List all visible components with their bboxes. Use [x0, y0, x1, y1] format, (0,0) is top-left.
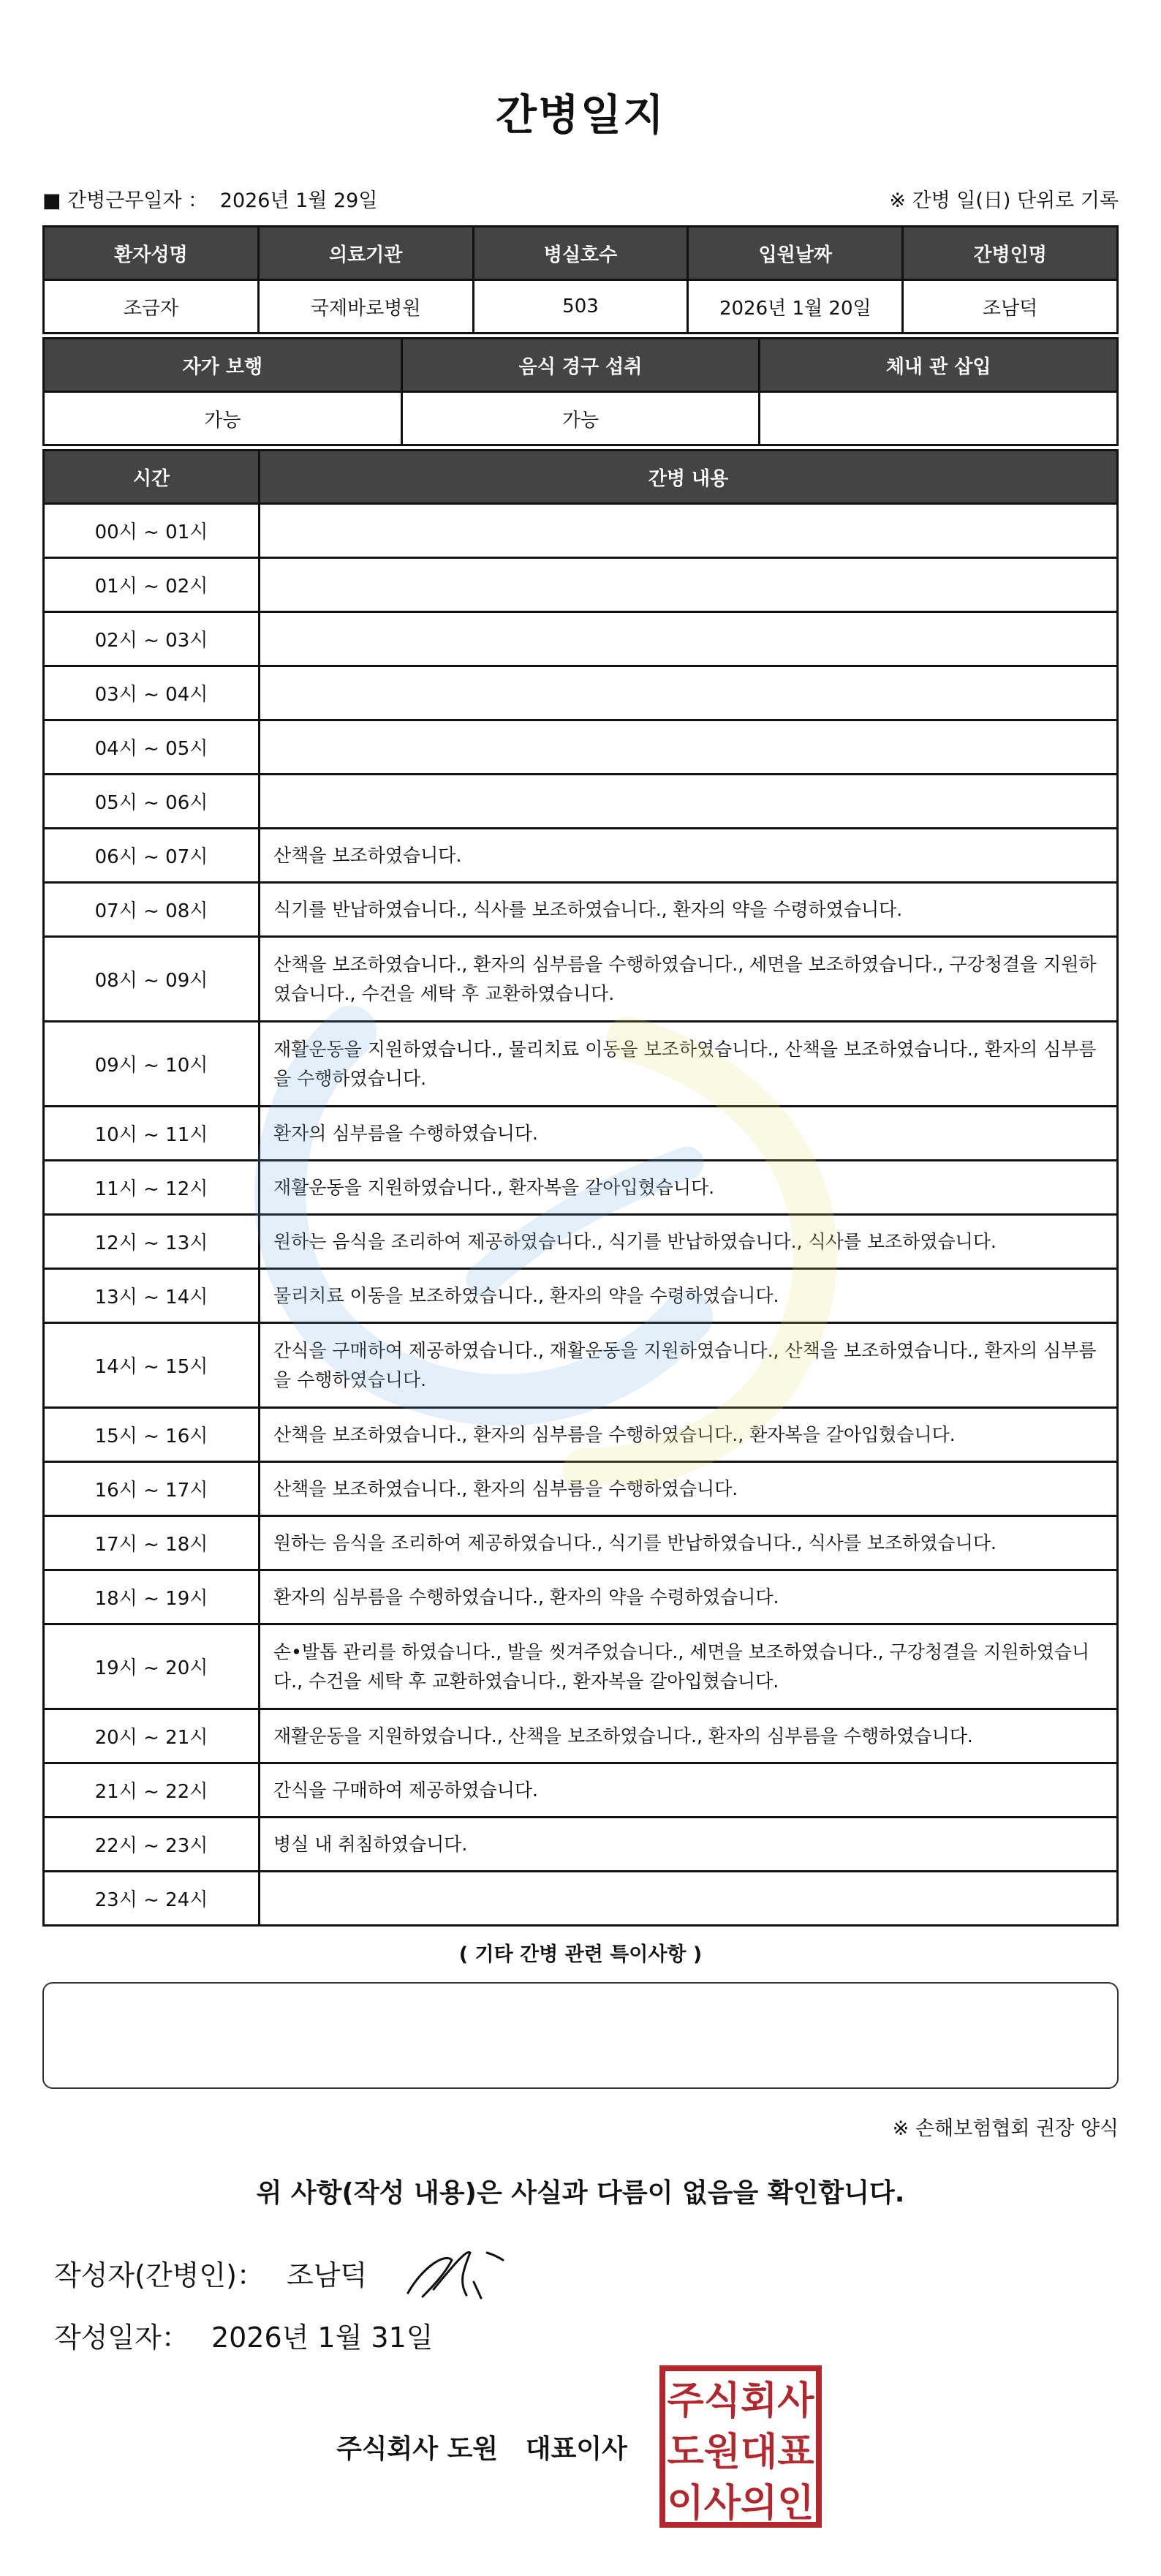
- svg-text:도원대표: 도원대표: [667, 2430, 814, 2474]
- care-content: 환자의 심부름을 수행하였습니다., 환자의 약을 수령하였습니다.: [260, 1570, 1118, 1624]
- written-date-value: 2026년 1월 31일: [211, 2321, 434, 2354]
- table-row: [44, 1763, 1118, 1818]
- table-row: [44, 1323, 1118, 1408]
- header-patient-name: 환자성명: [44, 227, 259, 280]
- time-slot: 04시 ~ 05시: [44, 720, 260, 775]
- table-row: [44, 612, 1118, 666]
- care-content: [260, 1872, 1118, 1926]
- care-content: 환자의 심부름을 수행하였습니다.: [260, 1107, 1118, 1161]
- form-note: ※ 손해보험협회 권장 양식: [892, 2117, 1119, 2140]
- writer-name: 조남덕: [287, 2259, 368, 2291]
- ability-table: [42, 337, 1119, 446]
- room-number: 503: [473, 280, 688, 334]
- admission-date: 2026년 1월 20일: [688, 280, 903, 334]
- confirmation-statement: 위 사항(작성 내용)은 사실과 다름이 없음을 확인합니다.: [256, 2178, 905, 2208]
- written-date-line: [54, 2315, 433, 2355]
- time-slot: 22시 ~ 23시: [44, 1818, 260, 1872]
- svg-text:이사의인: 이사의인: [667, 2482, 814, 2526]
- time-slot: 17시 ~ 18시: [44, 1516, 260, 1570]
- caregiver-name: 조남덕: [903, 280, 1118, 334]
- time-slot: 03시 ~ 04시: [44, 666, 260, 720]
- header-room: 병실호수: [473, 227, 688, 280]
- care-content: 산책을 보조하였습니다., 환자의 심부름을 수행하였습니다., 세면을 보조하였습니다., 구강청결을 지원하였습니다., 수건을 세탁 후 교환하였습니다.: [260, 937, 1118, 1022]
- care-content: [260, 558, 1118, 612]
- care-content: 원하는 음식을 조리하여 제공하였습니다., 식기를 반납하였습니다., 식사를 보조하였습니다.: [260, 1516, 1118, 1570]
- time-slot: 21시 ~ 22시: [44, 1763, 260, 1818]
- care-content: [260, 775, 1118, 829]
- care-log-table: [42, 449, 1119, 1927]
- tube-insertion-value: [760, 392, 1118, 445]
- time-slot: 11시 ~ 12시: [44, 1161, 260, 1215]
- table-row: [44, 1022, 1118, 1107]
- care-content: 재활운동을 지원하였습니다., 환자복을 갈아입혔습니다.: [260, 1161, 1118, 1215]
- time-slot: 15시 ~ 16시: [44, 1408, 260, 1462]
- time-slot: 16시 ~ 17시: [44, 1462, 260, 1516]
- time-slot: 05시 ~ 06시: [44, 775, 260, 829]
- table-row: [44, 1872, 1118, 1926]
- table-row: [44, 1516, 1118, 1570]
- header-tube-insertion: 체내 관 삽입: [760, 339, 1118, 392]
- company-representative: 주식회사 도원 대표이사: [336, 2434, 627, 2464]
- patient-info-table: [42, 225, 1119, 334]
- header-caregiver: 간병인명: [903, 227, 1118, 280]
- table-row: [44, 937, 1118, 1022]
- time-slot: 00시 ~ 01시: [44, 504, 260, 558]
- header-admission-date: 입원날짜: [688, 227, 903, 280]
- table-row: [44, 1570, 1118, 1624]
- table-row: [44, 883, 1118, 937]
- signature: [401, 2238, 510, 2304]
- care-content: 병실 내 취침하였습니다.: [260, 1818, 1118, 1872]
- writer-label: 작성자(간병인)：: [54, 2259, 265, 2291]
- time-slot: 12시 ~ 13시: [44, 1215, 260, 1269]
- patient-name: 조금자: [44, 280, 259, 334]
- table-row: [44, 1709, 1118, 1763]
- time-slot: 01시 ~ 02시: [44, 558, 260, 612]
- header-oral-intake: 음식 경구 섭취: [401, 339, 760, 392]
- table-row: [44, 775, 1118, 829]
- time-slot: 19시 ~ 20시: [44, 1624, 260, 1709]
- table-row: [44, 1161, 1118, 1215]
- care-content: [260, 504, 1118, 558]
- header-hospital: 의료기관: [258, 227, 473, 280]
- table-row: [44, 1818, 1118, 1872]
- special-notes-title: ( 기타 간병 관련 특이사항 ): [458, 1943, 703, 1966]
- time-slot: 23시 ~ 24시: [44, 1872, 260, 1926]
- care-content: 재활운동을 지원하였습니다., 물리치료 이동을 보조하였습니다., 산책을 보조하였습니다., 환자의 심부름을 수행하였습니다.: [260, 1022, 1118, 1107]
- self-walking-value: 가능: [44, 392, 402, 445]
- time-slot: 07시 ~ 08시: [44, 883, 260, 937]
- table-row: [44, 829, 1118, 883]
- company-seal: [658, 2364, 823, 2529]
- care-content: 손•발톱 관리를 하였습니다., 발을 씻겨주었습니다., 세면을 보조하였습니다., 구강청결을 지원하였습니다., 수건을 세탁 후 교환하였습니다., 환자복을 갈아입혔습니다.: [260, 1624, 1118, 1709]
- header-self-walking: 자가 보행: [44, 339, 402, 392]
- table-row: [44, 1624, 1118, 1709]
- special-notes-box: [42, 1982, 1119, 2089]
- care-content: 원하는 음식을 조리하여 제공하였습니다., 식기를 반납하였습니다., 식사를 보조하였습니다.: [260, 1215, 1118, 1269]
- header-care-content: 간병 내용: [260, 451, 1118, 504]
- table-row: [44, 504, 1118, 558]
- work-date-line: [42, 184, 377, 213]
- care-content: [260, 666, 1118, 720]
- table-row: [44, 1107, 1118, 1161]
- time-slot: 14시 ~ 15시: [44, 1323, 260, 1408]
- care-content: 재활운동을 지원하였습니다., 산책을 보조하였습니다., 환자의 심부름을 수행하였습니다.: [260, 1709, 1118, 1763]
- care-content: 간식을 구매하여 제공하였습니다., 재활운동을 지원하였습니다., 산책을 보조하였습니다., 환자의 심부름을 수행하였습니다.: [260, 1323, 1118, 1408]
- table-row: [44, 720, 1118, 775]
- table-row: [44, 1462, 1118, 1516]
- care-content: 산책을 보조하였습니다.: [260, 829, 1118, 883]
- care-content: 간식을 구매하여 제공하였습니다.: [260, 1763, 1118, 1818]
- time-slot: 02시 ~ 03시: [44, 612, 260, 666]
- time-slot: 10시 ~ 11시: [44, 1107, 260, 1161]
- care-content: [260, 720, 1118, 775]
- care-content: [260, 612, 1118, 666]
- table-row: [44, 1408, 1118, 1462]
- written-date-label: 작성일자：: [54, 2321, 189, 2354]
- header-time: 시간: [44, 451, 260, 504]
- writer-line: [54, 2253, 367, 2293]
- table-row: [44, 666, 1118, 720]
- table-row: [44, 558, 1118, 612]
- work-date-value: 2026년 1월 29일: [219, 189, 378, 212]
- care-content: 물리치료 이동을 보조하였습니다., 환자의 약을 수령하였습니다.: [260, 1269, 1118, 1323]
- time-slot: 18시 ~ 19시: [44, 1570, 260, 1624]
- work-date-label: ■ 간병근무일자 ：: [42, 189, 208, 212]
- time-slot: 08시 ~ 09시: [44, 937, 260, 1022]
- care-content: 식기를 반납하였습니다., 식사를 보조하였습니다., 환자의 약을 수령하였습니다.: [260, 883, 1118, 937]
- document-title: 간병일지: [495, 90, 666, 140]
- oral-intake-value: 가능: [401, 392, 760, 445]
- time-slot: 13시 ~ 14시: [44, 1269, 260, 1323]
- care-content: 산책을 보조하였습니다., 환자의 심부름을 수행하였습니다.: [260, 1462, 1118, 1516]
- table-row: [44, 1269, 1118, 1323]
- time-slot: 06시 ~ 07시: [44, 829, 260, 883]
- hospital-name: 국제바로병원: [258, 280, 473, 334]
- time-slot: 09시 ~ 10시: [44, 1022, 260, 1107]
- care-content: 산책을 보조하였습니다., 환자의 심부름을 수행하였습니다., 환자복을 갈아입혔습니다.: [260, 1408, 1118, 1462]
- daily-record-note: ※ 간병 일(日) 단위로 기록: [889, 189, 1119, 212]
- svg-text:주식회사: 주식회사: [667, 2379, 814, 2423]
- table-row: [44, 1215, 1118, 1269]
- time-slot: 20시 ~ 21시: [44, 1709, 260, 1763]
